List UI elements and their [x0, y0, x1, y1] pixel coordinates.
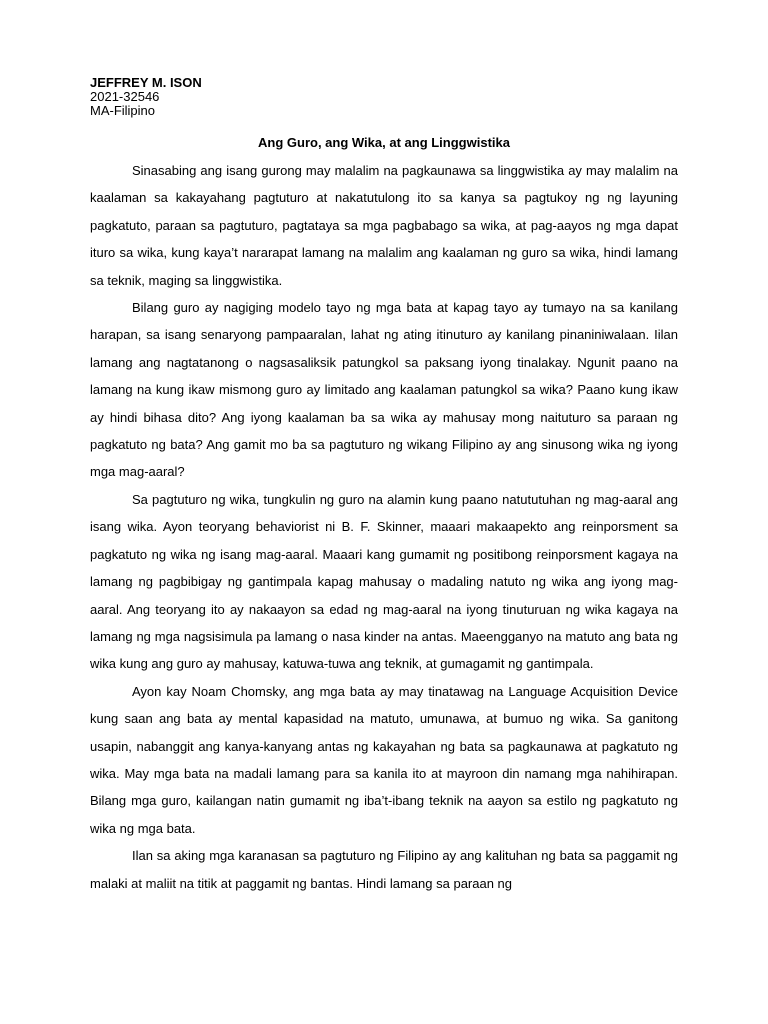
paragraph: Ayon kay Noam Chomsky, ang mga bata ay may tinatawag na Language Acquisition Device kung saan ang bata ay mental kapasidad na matuto, umunawa, at bumuo ng wika. Sa ganitong usapin, nabanggit ang kanya-kanyang antas ng kakayahan ng bata sa pagkaunawa at pagkatuto ng wika. May mga bata na madali lamang para sa kanila ito at mayroon din namang mga nahihirapan. Bilang mga guro, kailangan natin gumamit ng iba’t-ibang teknik na aayon sa estilo ng pagkatuto ng wika ng mga bata. — [90, 683, 678, 836]
paragraph: Sinasabing ang isang gurong may malalim na pagkaunawa sa linggwistika ay may malalim na kaalaman sa kakayahang pagtuturo at nakatutulong ito sa kanya sa pagtukoy ng ng layuning pagkatuto, paraan sa pagtuturo, pagtataya sa mga pagbabago sa wika, at pag-aayos ng mga dapat ituro sa wika, kung kaya’t nararapat lamang na malalim ang kaalaman ng guro sa wika, hindi lamang sa teknik, maging sa linggwistika. — [90, 163, 678, 288]
student-id: 2021-32546 — [90, 89, 160, 104]
author-name: JEFFREY M. ISON — [90, 75, 202, 90]
paragraph: Ilan sa aking mga karanasan sa pagtuturo ng Filipino ay ang kalituhan ng bata sa paggamit ng malaki at maliit na titik at paggamit ng bantas. Hindi lamang sa paraan ng — [90, 848, 678, 891]
author-header — [90, 76, 202, 118]
paragraph: Bilang guro ay nagiging modelo tayo ng mga bata at kapag tayo ay tumayo na sa kanilang harapan, sa isang senaryong pampaaralan, lahat ng ating itinuturo ay kanilang pinaniniwalaan. Iilan lamang ang nagtatanong o nagsasaliksik patungkol sa paksang iyong tinalakay. Ngunit paano na lamang na kung ikaw mismong guro ay limitado ang kaalaman patungkol sa wika? Paano kung ikaw ay hindi bihasa dito? Ang iyong kaalaman ba sa wika ay mahusay mong naituturo sa paraan ng pagkatuto ng bata? Ang gamit mo ba sa pagtuturo ng wikang Filipino ay ang sinusong wika ng iyong mga mag-aaral? — [90, 300, 678, 480]
document-title: Ang Guro, ang Wika, at ang Linggwistika — [258, 135, 510, 150]
program-name: MA-Filipino — [90, 103, 156, 118]
paragraph: Sa pagtuturo ng wika, tungkulin ng guro na alamin kung paano natututuhan ng mag-aaral ang isang wika. Ayon teoryang behaviorist ni B. F. Skinner, maaari makaapekto ang reinporsment sa pagkatuto ng wika ng isang mag-aaral. Maaari kang gumamit ng positibong reinporsment kagaya na lamang ng pagbibigay ng gantimpala kapag mahusay o madaling natuto ng wika ang iyong mag-aaral. Ang teoryang ito ay nakaayon sa edad ng mag-aaral na iyong tinuturuan ng wika kagaya na lamang ng mga nagsisimula pa lamang o nasa kinder na antas. Maeengganyo na matuto ang bata ng wika kung ang guro ay mahusay, katuwa-tuwa ang teknik, at gumagamit ng gantimpala. — [90, 491, 678, 672]
document-body — [90, 157, 678, 897]
